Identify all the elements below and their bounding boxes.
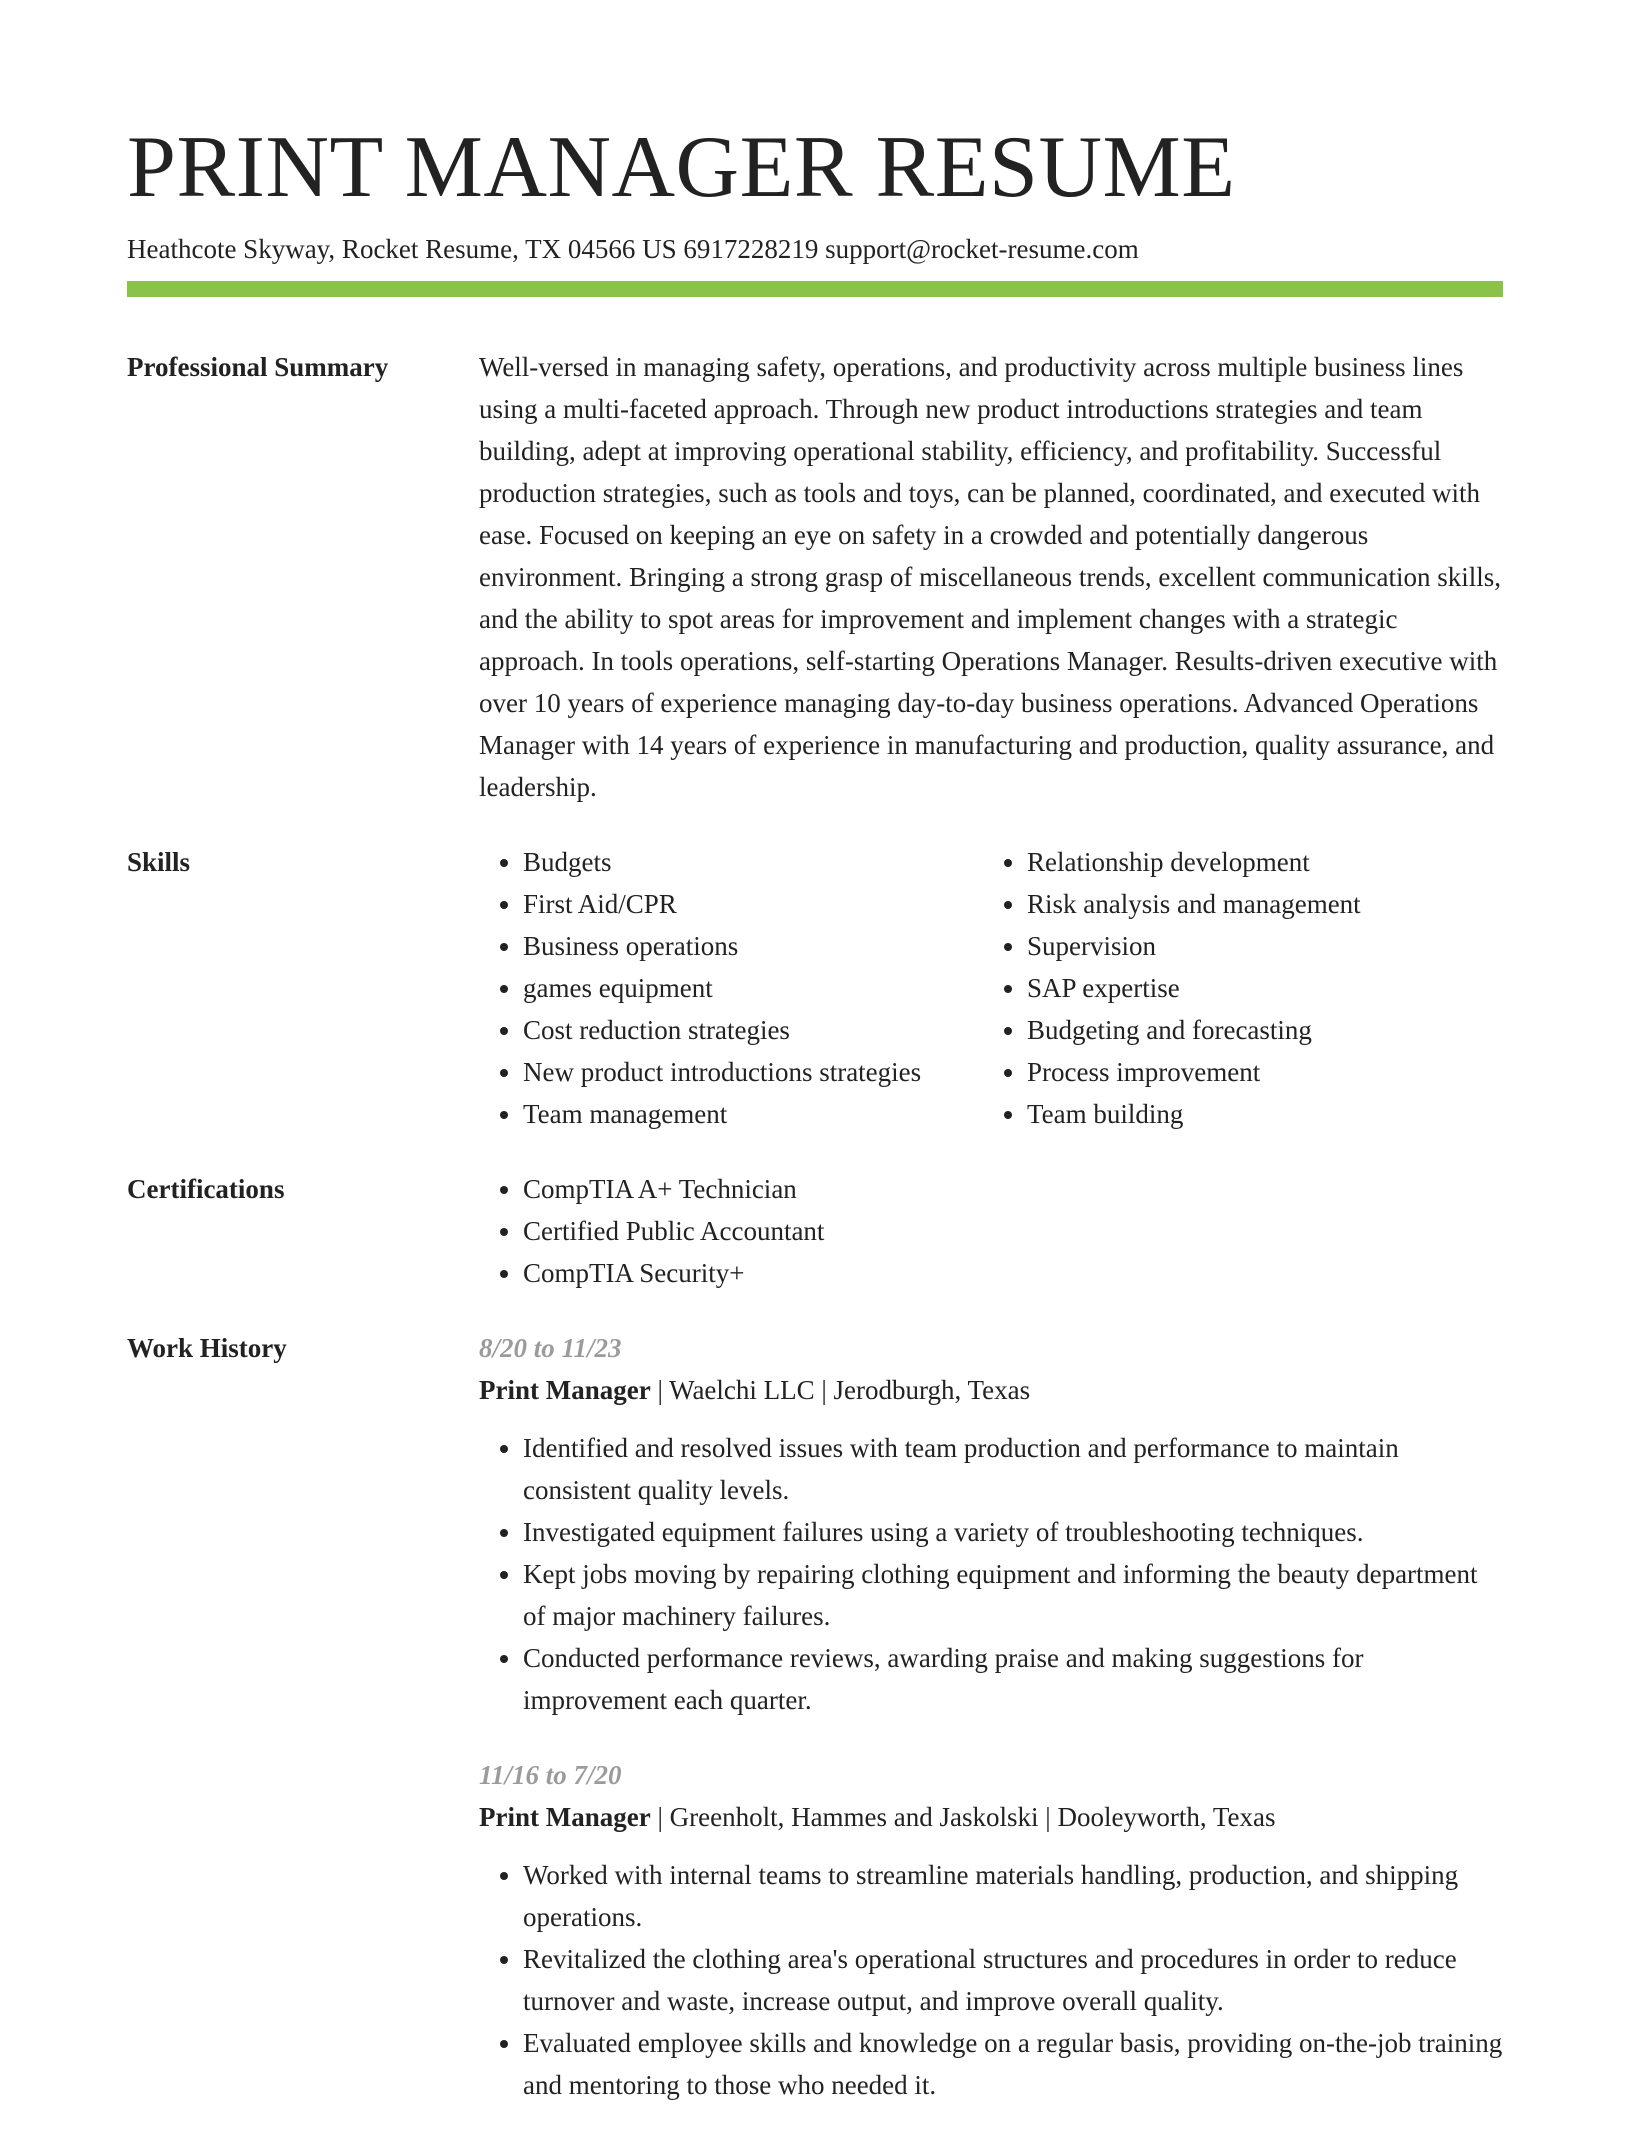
skill-item: • Process improvement	[1027, 1051, 1487, 1093]
summary-text: Well-versed in managing safety, operations, and productivity across multiple business lines using a multi-faceted approach. Through new product introductions strategies and team building, adept at improving operational stability, efficiency, and profitability. Successful production strategies, such as tools and toys, can be planned, coordinated, and executed with ease. Focused on keeping an eye on safety in a crowded and potentially dangerous environment. Bringing a strong grasp of miscellaneous trends, excellent communication skills, and the ability to spot areas for improvement and implement changes with a strategic approach. In tools operations, self-starting Operations Manager. Results-driven executive with over 10 years of experience managing day-to-day business operations. Advanced Operations Manager with 14 years of experience in manufacturing and production, quality assurance, and leadership.	[479, 352, 1502, 802]
section-label-skills: Skills	[127, 847, 191, 877]
contact-phone: 6917228219	[683, 234, 819, 264]
skill-item: • New product introductions strategies	[523, 1051, 983, 1093]
skill-item: • Business operations	[523, 925, 983, 967]
section-label-certifications: Certifications	[127, 1174, 285, 1204]
skill-item: • Budgeting and forecasting	[1027, 1009, 1487, 1051]
skill-item: • Risk analysis and management	[1027, 883, 1487, 925]
job-bullet: • Identified and resolved issues with team production and performance to maintain consistent quality levels.	[523, 1427, 1503, 1511]
skills-column-left	[479, 841, 983, 1135]
skill-item: • Cost reduction strategies	[523, 1009, 983, 1051]
job-bullets	[479, 1427, 1503, 1721]
skill-item: • Relationship development	[1027, 841, 1487, 883]
job-entry	[479, 1754, 1503, 2106]
skills-section	[127, 841, 1505, 1135]
skill-item: • Team management	[523, 1093, 983, 1135]
skill-item: • First Aid/CPR	[523, 883, 983, 925]
job-bullet: • Evaluated employee skills and knowledge on a regular basis, providing on-the-job training and mentoring to those who needed it.	[523, 2022, 1503, 2106]
job-bullets	[479, 1854, 1503, 2106]
job-heading	[479, 1796, 1503, 1838]
skills-column-right	[983, 841, 1487, 1135]
job-bullet: • Investigated equipment failures using a variety of troubleshooting techniques.	[523, 1511, 1503, 1553]
certifications-list	[479, 1168, 1503, 1294]
skills-list-right	[983, 841, 1487, 1135]
skill-item: • Team building	[1027, 1093, 1487, 1135]
work-history-section	[127, 1327, 1505, 2139]
job-title: Print Manager	[479, 1802, 651, 1832]
section-label-work-history: Work History	[127, 1333, 287, 1363]
job-dates: 8/20 to 11/23	[479, 1333, 622, 1363]
certification-item: • Certified Public Accountant	[523, 1210, 1503, 1252]
skills-columns	[479, 841, 1503, 1135]
job-heading	[479, 1369, 1503, 1411]
skills-body	[479, 841, 1503, 1135]
work-history-body	[479, 1327, 1503, 2139]
job-bullet: • Kept jobs moving by repairing clothing equipment and informing the beauty department of major machinery failures.	[523, 1553, 1503, 1637]
certifications-body	[479, 1168, 1503, 1294]
contact-email: support@rocket-resume.com	[825, 234, 1139, 264]
skill-item: • SAP expertise	[1027, 967, 1487, 1009]
job-bullet: • Conducted performance reviews, awarding praise and making suggestions for improvement each quarter.	[523, 1637, 1503, 1721]
summary-body	[479, 346, 1503, 808]
job-bullet: • Revitalized the clothing area's operational structures and procedures in order to reduce turnover and waste, increase output, and improve overall quality.	[523, 1938, 1503, 2022]
contact-line	[127, 232, 1505, 266]
header-divider	[127, 281, 1503, 297]
skill-item: • Budgets	[523, 841, 983, 883]
certification-item: • CompTIA Security+	[523, 1252, 1503, 1294]
job-bullet: • Worked with internal teams to streamline materials handling, production, and shipping operations.	[523, 1854, 1503, 1938]
section-label-summary: Professional Summary	[127, 352, 389, 382]
job-title: Print Manager	[479, 1375, 651, 1405]
skill-item: • games equipment	[523, 967, 983, 1009]
job-employer-location: | Waelchi LLC | Jerodburgh, Texas	[650, 1375, 1031, 1405]
job-employer-location: | Greenholt, Hammes and Jaskolski | Dooleyworth, Texas	[650, 1802, 1276, 1832]
skill-item: • Supervision	[1027, 925, 1487, 967]
certification-item: • CompTIA A+ Technician	[523, 1168, 1503, 1210]
job-entry	[479, 1327, 1503, 1721]
contact-address: Heathcote Skyway, Rocket Resume, TX 04566 US	[127, 234, 677, 264]
professional-summary-section	[127, 346, 1505, 808]
resume-title: PRINT MANAGER RESUME	[127, 119, 1236, 216]
job-dates: 11/16 to 7/20	[479, 1760, 622, 1790]
skills-list-left	[479, 841, 983, 1135]
certifications-section	[127, 1168, 1505, 1294]
